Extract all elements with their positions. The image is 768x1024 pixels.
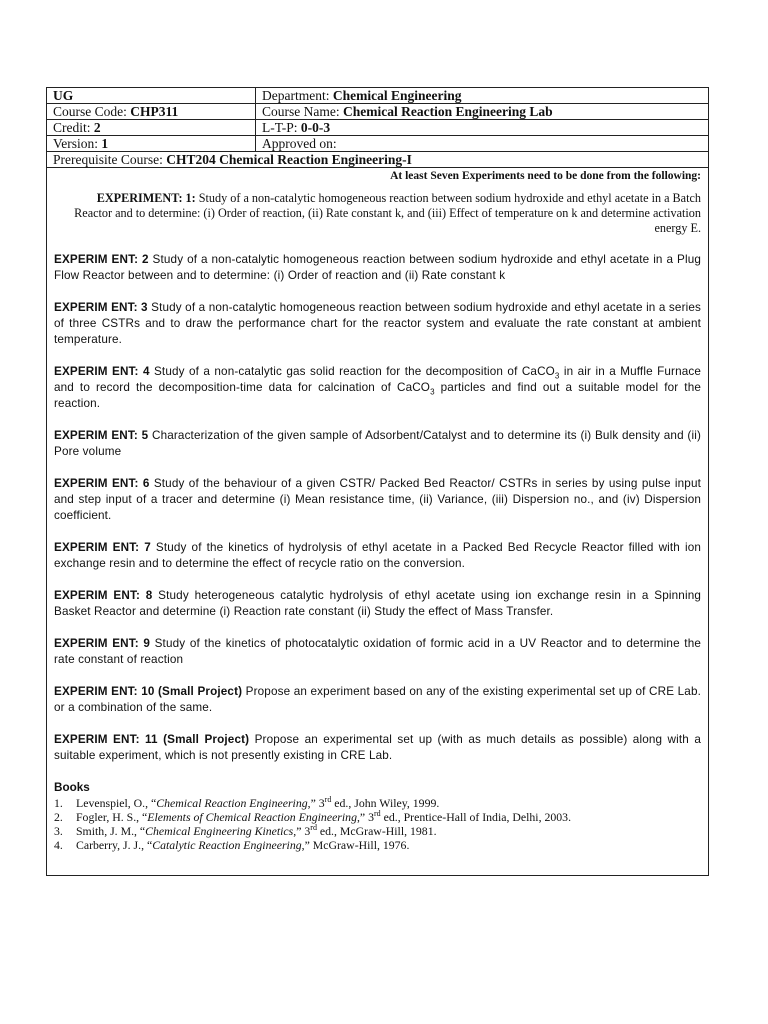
books-list xyxy=(47,796,708,852)
experiment-7: EXPERIM ENT: 7 Study of the kinetics of hydrolysis of ethyl acetate in a Packed Bed Recycle Reactor filled with ion exchange resin and to determine the effect of recycle ratio on the conversion. xyxy=(54,541,702,570)
experiment-5: EXPERIM ENT: 5 Characterization of the given sample of Adsorbent/Catalyst and to determine its (i) Bulk density and (ii) Pore volume xyxy=(54,429,702,458)
books-heading: Books xyxy=(54,781,90,794)
course-code-cell: Course Code: CHP311 xyxy=(47,104,256,120)
book-item: 1. Levenspiel, O., “Chemical Reaction Engineering,” 3rd ed., John Wiley, 1999. xyxy=(54,795,440,810)
experiment-9: EXPERIM ENT: 9 Study of the kinetics of photocatalytic oxidation of formic acid in a UV Reactor and to determine the rate constant of reaction xyxy=(54,637,701,666)
credit-cell: Credit: 2 xyxy=(47,120,256,136)
experiment-11: EXPERIM ENT: 11 (Small Project) Propose an experimental set up (with as much details as possible) along with a suitable experiment, which is not presently existing in CRE Lab. xyxy=(54,733,701,762)
experiment-6: EXPERIM ENT: 6 Study of the behaviour of a given CSTR/ Packed Bed Reactor/ CSTRs in series by using pulse input and step input of a tracer and determine (i) Mean resistance time, (ii) Variance, (iii) Dispersion no., and (iv) Dispersion coefficient. xyxy=(54,477,702,522)
level-cell: UG xyxy=(47,88,256,104)
prerequisite-cell: Prerequisite Course: CHT204 Chemical Reaction Engineering-I xyxy=(47,152,709,168)
experiment-10: EXPERIM ENT: 10 (Small Project) Propose an experiment based on any of the existing experimental set up of CRE Lab. or a combination of the same. xyxy=(54,685,702,714)
course-header-table xyxy=(46,87,709,168)
course-name-cell: Course Name: Chemical Reaction Engineering Lab xyxy=(256,104,709,120)
experiment-3: EXPERIM ENT: 3 Study of a non-catalytic homogeneous reaction between sodium hydroxide and ethyl acetate in a series of three CSTRs and to draw the performance chart for the reactor system and evaluate the rate constant at ambient temperature. xyxy=(54,301,702,346)
experiment-1: EXPERIMENT: 1: Study of a non-catalytic homogeneous reaction between sodium hydroxide and ethyl acetate in a Batch Reactor and to determine: (i) Order of reaction, (ii) Rate constant k, and (iii) Effect of temperature on k and determine activation energy E. xyxy=(74,191,701,235)
book-item: 2. Fogler, H. S., “Elements of Chemical Reaction Engineering,” 3rd ed., Prentice-Hall of India, Delhi, 2003. xyxy=(54,809,572,824)
experiment-4: EXPERIM ENT: 4 Study of a non-catalytic gas solid reaction for the decomposition of CaCO$_3$ in air in a Muffle Furnace and to record the decomposition-time data for calcination of CaCO$_3$ particles and find out a suitable model for the reaction. xyxy=(54,365,702,410)
experiments-note: At least Seven Experiments need to be done from the following: xyxy=(390,170,701,182)
book-item: 3. Smith, J. M., “Chemical Engineering Kinetics,” 3rd ed., McGraw-Hill, 1981. xyxy=(54,823,437,838)
syllabus-body xyxy=(46,168,709,876)
experiment-8: EXPERIM ENT: 8 Study heterogeneous catalytic hydrolysis of ethyl acetate using ion exchange resin in a Spinning Basket Reactor and determine (i) Reaction rate constant (ii) Study the effect of Mass Transfer. xyxy=(54,589,701,618)
approved-cell: Approved on: xyxy=(256,136,709,152)
version-cell: Version: 1 xyxy=(47,136,256,152)
experiment-2: EXPERIM ENT: 2 Study of a non-catalytic homogeneous reaction between sodium hydroxide and ethyl acetate in a Plug Flow Reactor between and to determine: (i) Order of reaction and (ii) Rate constant k xyxy=(54,253,701,282)
book-item: 4. Carberry, J. J., “Catalytic Reaction Engineering,” McGraw-Hill, 1976. xyxy=(54,838,410,852)
department-cell: Department: Chemical Engineering xyxy=(256,88,709,104)
course-document xyxy=(46,87,709,876)
ltp-cell: L-T-P: 0-0-3 xyxy=(256,120,709,136)
